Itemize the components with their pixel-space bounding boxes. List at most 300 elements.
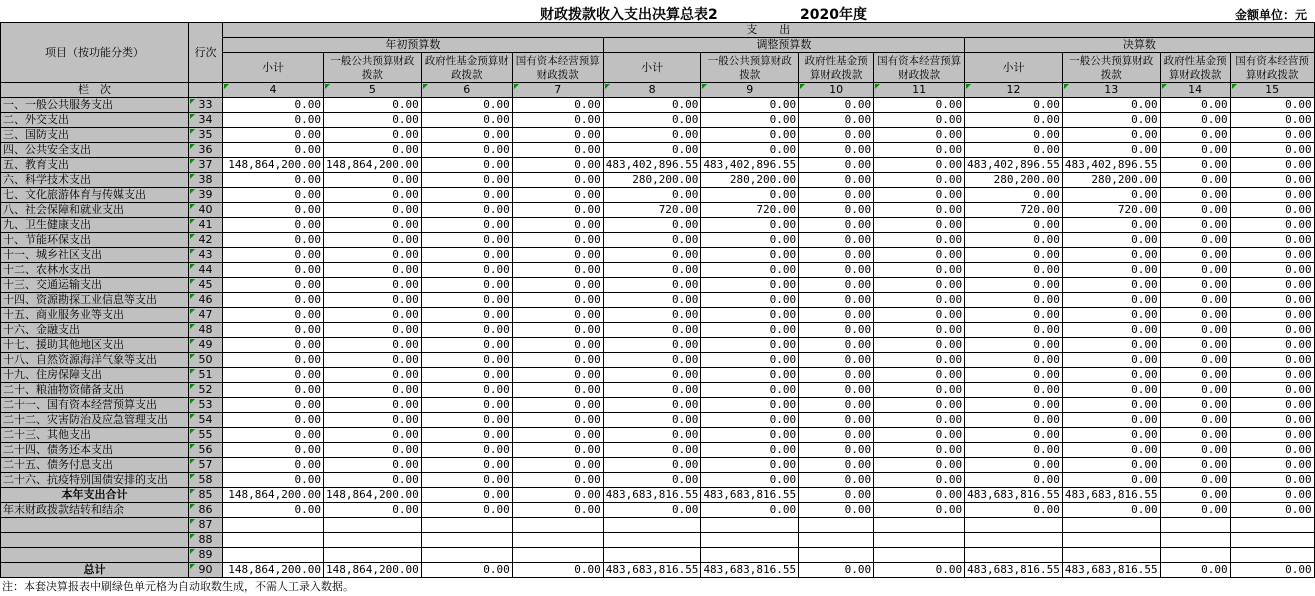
- value-cell[interactable]: 0.00: [965, 293, 1063, 308]
- value-cell[interactable]: 0.00: [965, 188, 1063, 203]
- value-cell[interactable]: 280,200.00: [1062, 173, 1160, 188]
- value-cell[interactable]: [1230, 518, 1314, 533]
- value-cell[interactable]: 0.00: [1160, 113, 1230, 128]
- value-cell[interactable]: 280,200.00: [701, 173, 799, 188]
- value-cell[interactable]: 0.00: [512, 428, 603, 443]
- value-cell[interactable]: 0.00: [1230, 218, 1314, 233]
- value-cell[interactable]: 0.00: [965, 503, 1063, 518]
- value-cell[interactable]: 0.00: [1160, 473, 1230, 488]
- value-cell[interactable]: 0.00: [223, 323, 324, 338]
- value-cell[interactable]: 0.00: [1160, 263, 1230, 278]
- value-cell[interactable]: 0.00: [701, 293, 799, 308]
- value-cell[interactable]: 483,683,816.55: [603, 563, 701, 578]
- value-cell[interactable]: 0.00: [512, 473, 603, 488]
- value-cell[interactable]: [1160, 533, 1230, 548]
- value-cell[interactable]: 0.00: [965, 473, 1063, 488]
- value-cell[interactable]: 0.00: [421, 503, 512, 518]
- value-cell[interactable]: 0.00: [223, 143, 324, 158]
- value-cell[interactable]: 0.00: [1230, 473, 1314, 488]
- value-cell[interactable]: 0.00: [965, 218, 1063, 233]
- value-cell[interactable]: 0.00: [421, 383, 512, 398]
- value-cell[interactable]: 0.00: [421, 218, 512, 233]
- value-cell[interactable]: 0.00: [874, 233, 965, 248]
- value-cell[interactable]: 483,402,896.55: [1062, 158, 1160, 173]
- value-cell[interactable]: 0.00: [603, 128, 701, 143]
- value-cell[interactable]: [874, 533, 965, 548]
- value-cell[interactable]: 0.00: [324, 188, 422, 203]
- value-cell[interactable]: 483,683,816.55: [1062, 563, 1160, 578]
- value-cell[interactable]: [701, 533, 799, 548]
- value-cell[interactable]: 0.00: [421, 398, 512, 413]
- value-cell[interactable]: 0.00: [421, 353, 512, 368]
- value-cell[interactable]: 0.00: [603, 338, 701, 353]
- value-cell[interactable]: 0.00: [701, 263, 799, 278]
- value-cell[interactable]: 0.00: [874, 188, 965, 203]
- value-cell[interactable]: 0.00: [799, 218, 874, 233]
- value-cell[interactable]: 0.00: [324, 218, 422, 233]
- value-cell[interactable]: 0.00: [223, 278, 324, 293]
- value-cell[interactable]: 0.00: [965, 338, 1063, 353]
- value-cell[interactable]: 0.00: [701, 218, 799, 233]
- value-cell[interactable]: 0.00: [512, 323, 603, 338]
- value-cell[interactable]: 0.00: [874, 98, 965, 113]
- value-cell[interactable]: 0.00: [512, 308, 603, 323]
- value-cell[interactable]: 0.00: [512, 218, 603, 233]
- value-cell[interactable]: 0.00: [799, 113, 874, 128]
- value-cell[interactable]: 0.00: [223, 338, 324, 353]
- value-cell[interactable]: 0.00: [421, 338, 512, 353]
- value-cell[interactable]: 0.00: [1230, 143, 1314, 158]
- value-cell[interactable]: 0.00: [1230, 503, 1314, 518]
- value-cell[interactable]: 0.00: [799, 443, 874, 458]
- value-cell[interactable]: 0.00: [1230, 443, 1314, 458]
- value-cell[interactable]: 0.00: [603, 143, 701, 158]
- value-cell[interactable]: 0.00: [324, 473, 422, 488]
- value-cell[interactable]: 0.00: [512, 488, 603, 503]
- value-cell[interactable]: 0.00: [421, 143, 512, 158]
- value-cell[interactable]: 0.00: [965, 458, 1063, 473]
- value-cell[interactable]: [421, 518, 512, 533]
- value-cell[interactable]: 483,402,896.55: [965, 158, 1063, 173]
- value-cell[interactable]: 0.00: [223, 248, 324, 263]
- value-cell[interactable]: 0.00: [223, 428, 324, 443]
- value-cell[interactable]: 0.00: [701, 128, 799, 143]
- value-cell[interactable]: 0.00: [1230, 128, 1314, 143]
- value-cell[interactable]: 0.00: [701, 443, 799, 458]
- value-cell[interactable]: 0.00: [512, 158, 603, 173]
- value-cell[interactable]: 0.00: [874, 203, 965, 218]
- value-cell[interactable]: 0.00: [874, 428, 965, 443]
- value-cell[interactable]: 0.00: [1160, 293, 1230, 308]
- value-cell[interactable]: 0.00: [874, 173, 965, 188]
- value-cell[interactable]: [799, 518, 874, 533]
- value-cell[interactable]: 0.00: [223, 458, 324, 473]
- value-cell[interactable]: 0.00: [965, 248, 1063, 263]
- value-cell[interactable]: 0.00: [1062, 368, 1160, 383]
- value-cell[interactable]: [512, 518, 603, 533]
- value-cell[interactable]: 0.00: [603, 323, 701, 338]
- value-cell[interactable]: 0.00: [701, 413, 799, 428]
- value-cell[interactable]: 0.00: [799, 353, 874, 368]
- value-cell[interactable]: 0.00: [701, 278, 799, 293]
- value-cell[interactable]: [965, 548, 1063, 563]
- value-cell[interactable]: 0.00: [421, 488, 512, 503]
- value-cell[interactable]: 0.00: [965, 263, 1063, 278]
- value-cell[interactable]: 0.00: [1160, 188, 1230, 203]
- value-cell[interactable]: 0.00: [512, 248, 603, 263]
- value-cell[interactable]: 720.00: [1062, 203, 1160, 218]
- value-cell[interactable]: 0.00: [1230, 158, 1314, 173]
- value-cell[interactable]: 0.00: [512, 173, 603, 188]
- value-cell[interactable]: 0.00: [874, 473, 965, 488]
- value-cell[interactable]: 148,864,200.00: [223, 563, 324, 578]
- value-cell[interactable]: 0.00: [799, 143, 874, 158]
- value-cell[interactable]: 0.00: [1230, 338, 1314, 353]
- value-cell[interactable]: 0.00: [512, 278, 603, 293]
- value-cell[interactable]: 0.00: [603, 233, 701, 248]
- value-cell[interactable]: 0.00: [512, 443, 603, 458]
- value-cell[interactable]: 0.00: [1062, 458, 1160, 473]
- value-cell[interactable]: 0.00: [874, 488, 965, 503]
- value-cell[interactable]: 0.00: [512, 368, 603, 383]
- value-cell[interactable]: 0.00: [799, 203, 874, 218]
- value-cell[interactable]: 483,683,816.55: [701, 488, 799, 503]
- value-cell[interactable]: 0.00: [421, 278, 512, 293]
- value-cell[interactable]: 0.00: [874, 503, 965, 518]
- value-cell[interactable]: 0.00: [874, 563, 965, 578]
- value-cell[interactable]: 0.00: [1160, 323, 1230, 338]
- value-cell[interactable]: 0.00: [1062, 398, 1160, 413]
- value-cell[interactable]: 0.00: [223, 368, 324, 383]
- value-cell[interactable]: 0.00: [512, 413, 603, 428]
- value-cell[interactable]: 0.00: [223, 218, 324, 233]
- value-cell[interactable]: 0.00: [603, 398, 701, 413]
- value-cell[interactable]: [874, 548, 965, 563]
- value-cell[interactable]: 0.00: [874, 143, 965, 158]
- value-cell[interactable]: 0.00: [512, 188, 603, 203]
- value-cell[interactable]: 0.00: [874, 398, 965, 413]
- value-cell[interactable]: 0.00: [324, 323, 422, 338]
- value-cell[interactable]: 0.00: [799, 98, 874, 113]
- value-cell[interactable]: 0.00: [1160, 398, 1230, 413]
- value-cell[interactable]: 0.00: [603, 218, 701, 233]
- value-cell[interactable]: 0.00: [421, 188, 512, 203]
- value-cell[interactable]: [324, 518, 422, 533]
- value-cell[interactable]: 0.00: [603, 473, 701, 488]
- value-cell[interactable]: 0.00: [874, 338, 965, 353]
- value-cell[interactable]: 0.00: [799, 473, 874, 488]
- value-cell[interactable]: 0.00: [1160, 233, 1230, 248]
- value-cell[interactable]: 0.00: [874, 128, 965, 143]
- value-cell[interactable]: 0.00: [1160, 128, 1230, 143]
- value-cell[interactable]: 0.00: [324, 128, 422, 143]
- value-cell[interactable]: 0.00: [1230, 323, 1314, 338]
- value-cell[interactable]: 483,683,816.55: [965, 488, 1063, 503]
- value-cell[interactable]: 0.00: [701, 233, 799, 248]
- value-cell[interactable]: [324, 533, 422, 548]
- value-cell[interactable]: 0.00: [324, 503, 422, 518]
- value-cell[interactable]: 0.00: [799, 233, 874, 248]
- value-cell[interactable]: 0.00: [512, 128, 603, 143]
- value-cell[interactable]: 0.00: [799, 368, 874, 383]
- value-cell[interactable]: 483,402,896.55: [701, 158, 799, 173]
- value-cell[interactable]: 0.00: [1160, 368, 1230, 383]
- value-cell[interactable]: 0.00: [874, 308, 965, 323]
- value-cell[interactable]: [701, 548, 799, 563]
- value-cell[interactable]: 0.00: [799, 293, 874, 308]
- value-cell[interactable]: 0.00: [324, 278, 422, 293]
- value-cell[interactable]: 0.00: [1160, 203, 1230, 218]
- value-cell[interactable]: 0.00: [1230, 233, 1314, 248]
- value-cell[interactable]: 0.00: [1230, 248, 1314, 263]
- value-cell[interactable]: [223, 518, 324, 533]
- value-cell[interactable]: 0.00: [1160, 413, 1230, 428]
- value-cell[interactable]: 0.00: [1230, 353, 1314, 368]
- value-cell[interactable]: 0.00: [1160, 353, 1230, 368]
- value-cell[interactable]: 0.00: [1230, 458, 1314, 473]
- value-cell[interactable]: 0.00: [421, 458, 512, 473]
- value-cell[interactable]: 0.00: [965, 233, 1063, 248]
- value-cell[interactable]: 0.00: [603, 263, 701, 278]
- value-cell[interactable]: 0.00: [512, 203, 603, 218]
- value-cell[interactable]: 0.00: [1160, 143, 1230, 158]
- value-cell[interactable]: 0.00: [701, 188, 799, 203]
- value-cell[interactable]: 0.00: [421, 113, 512, 128]
- value-cell[interactable]: 0.00: [965, 278, 1063, 293]
- value-cell[interactable]: 0.00: [1062, 218, 1160, 233]
- value-cell[interactable]: [223, 533, 324, 548]
- value-cell[interactable]: 0.00: [223, 188, 324, 203]
- value-cell[interactable]: 0.00: [512, 143, 603, 158]
- value-cell[interactable]: 0.00: [603, 458, 701, 473]
- value-cell[interactable]: 0.00: [512, 293, 603, 308]
- value-cell[interactable]: 0.00: [512, 458, 603, 473]
- value-cell[interactable]: 0.00: [1062, 428, 1160, 443]
- value-cell[interactable]: 0.00: [799, 323, 874, 338]
- value-cell[interactable]: 0.00: [223, 203, 324, 218]
- value-cell[interactable]: 0.00: [1160, 503, 1230, 518]
- value-cell[interactable]: 0.00: [799, 428, 874, 443]
- value-cell[interactable]: [1062, 548, 1160, 563]
- value-cell[interactable]: [965, 518, 1063, 533]
- value-cell[interactable]: 0.00: [1230, 413, 1314, 428]
- value-cell[interactable]: 0.00: [324, 413, 422, 428]
- value-cell[interactable]: 0.00: [223, 473, 324, 488]
- value-cell[interactable]: 0.00: [799, 458, 874, 473]
- value-cell[interactable]: 148,864,200.00: [223, 488, 324, 503]
- value-cell[interactable]: 0.00: [603, 443, 701, 458]
- value-cell[interactable]: 0.00: [701, 248, 799, 263]
- value-cell[interactable]: 0.00: [1160, 98, 1230, 113]
- value-cell[interactable]: [603, 548, 701, 563]
- value-cell[interactable]: 0.00: [799, 563, 874, 578]
- value-cell[interactable]: 0.00: [223, 398, 324, 413]
- value-cell[interactable]: 0.00: [874, 383, 965, 398]
- value-cell[interactable]: 0.00: [874, 218, 965, 233]
- value-cell[interactable]: 0.00: [223, 503, 324, 518]
- value-cell[interactable]: 0.00: [799, 278, 874, 293]
- value-cell[interactable]: 0.00: [874, 113, 965, 128]
- value-cell[interactable]: 0.00: [324, 368, 422, 383]
- value-cell[interactable]: [512, 533, 603, 548]
- value-cell[interactable]: 0.00: [223, 173, 324, 188]
- value-cell[interactable]: 0.00: [701, 113, 799, 128]
- value-cell[interactable]: 0.00: [1230, 398, 1314, 413]
- value-cell[interactable]: 0.00: [874, 413, 965, 428]
- value-cell[interactable]: 0.00: [701, 503, 799, 518]
- value-cell[interactable]: 0.00: [1062, 128, 1160, 143]
- value-cell[interactable]: 0.00: [1062, 98, 1160, 113]
- value-cell[interactable]: 0.00: [223, 293, 324, 308]
- value-cell[interactable]: 0.00: [223, 233, 324, 248]
- value-cell[interactable]: 280,200.00: [965, 173, 1063, 188]
- value-cell[interactable]: 0.00: [874, 353, 965, 368]
- value-cell[interactable]: 0.00: [603, 353, 701, 368]
- value-cell[interactable]: 0.00: [324, 458, 422, 473]
- value-cell[interactable]: 0.00: [1160, 308, 1230, 323]
- value-cell[interactable]: 0.00: [965, 308, 1063, 323]
- value-cell[interactable]: 0.00: [421, 263, 512, 278]
- value-cell[interactable]: 0.00: [1062, 233, 1160, 248]
- value-cell[interactable]: 0.00: [223, 113, 324, 128]
- value-cell[interactable]: 0.00: [1230, 173, 1314, 188]
- value-cell[interactable]: [603, 533, 701, 548]
- value-cell[interactable]: 0.00: [421, 248, 512, 263]
- value-cell[interactable]: 0.00: [603, 503, 701, 518]
- value-cell[interactable]: 0.00: [421, 158, 512, 173]
- value-cell[interactable]: 720.00: [701, 203, 799, 218]
- value-cell[interactable]: 0.00: [965, 398, 1063, 413]
- value-cell[interactable]: 0.00: [799, 308, 874, 323]
- value-cell[interactable]: [965, 533, 1063, 548]
- value-cell[interactable]: 0.00: [324, 203, 422, 218]
- value-cell[interactable]: 0.00: [1160, 443, 1230, 458]
- value-cell[interactable]: 0.00: [965, 383, 1063, 398]
- value-cell[interactable]: 0.00: [324, 308, 422, 323]
- value-cell[interactable]: 0.00: [965, 413, 1063, 428]
- value-cell[interactable]: [799, 548, 874, 563]
- value-cell[interactable]: 0.00: [1230, 113, 1314, 128]
- value-cell[interactable]: 0.00: [1062, 188, 1160, 203]
- value-cell[interactable]: 0.00: [701, 353, 799, 368]
- value-cell[interactable]: 0.00: [1160, 383, 1230, 398]
- value-cell[interactable]: 0.00: [874, 323, 965, 338]
- value-cell[interactable]: 0.00: [512, 263, 603, 278]
- value-cell[interactable]: 483,683,816.55: [701, 563, 799, 578]
- value-cell[interactable]: 0.00: [512, 383, 603, 398]
- value-cell[interactable]: 0.00: [1230, 488, 1314, 503]
- value-cell[interactable]: [799, 533, 874, 548]
- value-cell[interactable]: 483,402,896.55: [603, 158, 701, 173]
- value-cell[interactable]: 0.00: [223, 413, 324, 428]
- value-cell[interactable]: 0.00: [799, 158, 874, 173]
- value-cell[interactable]: 0.00: [1160, 158, 1230, 173]
- value-cell[interactable]: 0.00: [799, 413, 874, 428]
- value-cell[interactable]: 0.00: [223, 128, 324, 143]
- value-cell[interactable]: 0.00: [1062, 248, 1160, 263]
- value-cell[interactable]: [1062, 533, 1160, 548]
- value-cell[interactable]: 0.00: [701, 473, 799, 488]
- value-cell[interactable]: 0.00: [1160, 248, 1230, 263]
- value-cell[interactable]: 0.00: [603, 113, 701, 128]
- value-cell[interactable]: 0.00: [1062, 323, 1160, 338]
- value-cell[interactable]: 0.00: [701, 368, 799, 383]
- value-cell[interactable]: [1230, 548, 1314, 563]
- value-cell[interactable]: 0.00: [421, 128, 512, 143]
- value-cell[interactable]: 0.00: [324, 383, 422, 398]
- value-cell[interactable]: 0.00: [421, 308, 512, 323]
- value-cell[interactable]: 0.00: [421, 293, 512, 308]
- value-cell[interactable]: 0.00: [1230, 98, 1314, 113]
- value-cell[interactable]: [874, 518, 965, 533]
- value-cell[interactable]: 0.00: [1062, 338, 1160, 353]
- value-cell[interactable]: 0.00: [603, 98, 701, 113]
- value-cell[interactable]: 0.00: [512, 98, 603, 113]
- value-cell[interactable]: 0.00: [223, 353, 324, 368]
- value-cell[interactable]: 0.00: [512, 503, 603, 518]
- value-cell[interactable]: 0.00: [965, 143, 1063, 158]
- value-cell[interactable]: 0.00: [603, 293, 701, 308]
- value-cell[interactable]: 0.00: [701, 398, 799, 413]
- value-cell[interactable]: [1160, 518, 1230, 533]
- value-cell[interactable]: 0.00: [421, 203, 512, 218]
- value-cell[interactable]: 148,864,200.00: [324, 158, 422, 173]
- value-cell[interactable]: [421, 533, 512, 548]
- value-cell[interactable]: 0.00: [421, 368, 512, 383]
- value-cell[interactable]: [512, 548, 603, 563]
- value-cell[interactable]: 0.00: [1230, 293, 1314, 308]
- value-cell[interactable]: 0.00: [799, 173, 874, 188]
- value-cell[interactable]: 0.00: [799, 338, 874, 353]
- value-cell[interactable]: 0.00: [603, 413, 701, 428]
- value-cell[interactable]: 0.00: [874, 278, 965, 293]
- value-cell[interactable]: 0.00: [421, 173, 512, 188]
- value-cell[interactable]: 0.00: [701, 143, 799, 158]
- value-cell[interactable]: 0.00: [1230, 383, 1314, 398]
- value-cell[interactable]: 0.00: [965, 443, 1063, 458]
- value-cell[interactable]: [701, 518, 799, 533]
- value-cell[interactable]: 0.00: [1062, 113, 1160, 128]
- value-cell[interactable]: [223, 548, 324, 563]
- value-cell[interactable]: 0.00: [874, 443, 965, 458]
- value-cell[interactable]: 0.00: [421, 233, 512, 248]
- value-cell[interactable]: 0.00: [965, 353, 1063, 368]
- value-cell[interactable]: 0.00: [421, 428, 512, 443]
- value-cell[interactable]: 0.00: [1160, 338, 1230, 353]
- value-cell[interactable]: 0.00: [324, 353, 422, 368]
- value-cell[interactable]: 0.00: [512, 233, 603, 248]
- value-cell[interactable]: 0.00: [1160, 173, 1230, 188]
- value-cell[interactable]: [1230, 533, 1314, 548]
- value-cell[interactable]: 148,864,200.00: [324, 488, 422, 503]
- value-cell[interactable]: 0.00: [1230, 308, 1314, 323]
- value-cell[interactable]: 0.00: [965, 98, 1063, 113]
- value-cell[interactable]: 0.00: [1230, 278, 1314, 293]
- value-cell[interactable]: 0.00: [1160, 458, 1230, 473]
- value-cell[interactable]: 0.00: [874, 368, 965, 383]
- value-cell[interactable]: [1062, 518, 1160, 533]
- value-cell[interactable]: 0.00: [1230, 368, 1314, 383]
- value-cell[interactable]: 0.00: [421, 98, 512, 113]
- value-cell[interactable]: 0.00: [1062, 503, 1160, 518]
- value-cell[interactable]: 0.00: [421, 323, 512, 338]
- value-cell[interactable]: 0.00: [1160, 488, 1230, 503]
- value-cell[interactable]: 0.00: [965, 128, 1063, 143]
- value-cell[interactable]: 0.00: [1160, 278, 1230, 293]
- value-cell[interactable]: 0.00: [1230, 188, 1314, 203]
- value-cell[interactable]: 0.00: [421, 563, 512, 578]
- value-cell[interactable]: 0.00: [1230, 563, 1314, 578]
